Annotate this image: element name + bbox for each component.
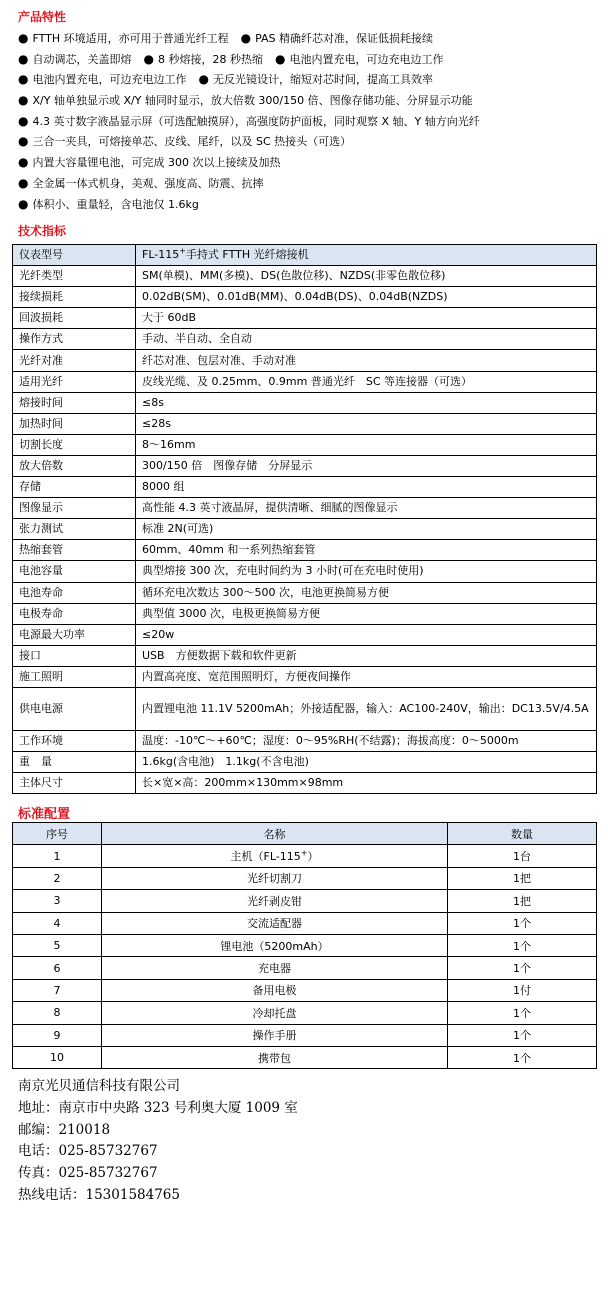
config-row [13,1002,597,1024]
spec-row [13,540,597,561]
bullet-icon: ● [18,93,29,108]
spec-row [13,645,597,666]
spec-key: 接续损耗 [13,287,136,308]
spec-value: 内置高亮度、宽范围照明灯，方便夜间操作 [136,666,597,687]
config-row [13,957,597,979]
bullet-icon: ● [18,175,29,190]
features-title: 产品特性 [18,10,67,24]
config-title: 标准配置 [18,807,71,822]
config-name: 携带包 [102,1046,448,1068]
config-index: 5 [13,934,102,956]
config-index: 6 [13,957,102,979]
spec-value: 300/150 倍 图像存储 分屏显示 [136,455,597,476]
spec-row [13,603,597,624]
config-header-index: 序号 [13,823,102,845]
spec-key: 加热时间 [13,413,136,434]
config-row [13,934,597,956]
spec-key: 重 量 [13,752,136,773]
config-name-mark: + [300,848,308,858]
feature-item: 电池内置充电，可边充电边工作 [289,52,444,66]
feature-item: 4.3 英寸数字液晶显示屏（可选配触摸屏），高强度防护面板，同时观察 X 轴、Y 轴方向光纤 [32,114,480,128]
config-index: 3 [13,890,102,912]
bullet-icon: ● [274,51,286,66]
bullet-icon: ● [18,155,29,170]
spec-row [13,350,597,371]
spec-key: 适用光纤 [13,371,136,392]
spec-key: 熔接时间 [13,392,136,413]
spec-key: 接口 [13,645,136,666]
feature-line [18,28,598,49]
company-fax: 传真：025-85732767 [18,1165,158,1182]
spec-value: 长×宽×高：200mm×130mm×98mm [136,773,597,794]
spec-value: 8～16mm [136,434,597,455]
spec-value: 大于 60dB [136,308,597,329]
spec-row [13,752,597,773]
feature-item: 全金属一体式机身，美观、强度高、防震、抗摔 [32,176,264,190]
config-row [13,1046,597,1068]
config-qty: 1台 [448,845,597,867]
config-qty: 1付 [448,979,597,1001]
spec-row [13,413,597,434]
config-index: 2 [13,867,102,889]
feature-line [18,194,598,215]
spec-key: 图像显示 [13,498,136,519]
feature-line [18,69,598,90]
spec-key: 主体尺寸 [13,773,136,794]
config-name: 备用电极 [102,979,448,1001]
config-index: 8 [13,1002,102,1024]
spec-row [13,582,597,603]
spec-key: 电极寿命 [13,603,136,624]
bullet-icon: ● [18,51,29,66]
spec-row [13,434,597,455]
feature-line [18,131,598,152]
bullet-icon: ● [18,113,29,128]
spec-row [13,519,597,540]
feature-line [18,49,598,70]
feature-item: 自动调芯，关盖即熔 [32,52,132,66]
spec-row [13,329,597,350]
config-index: 9 [13,1024,102,1046]
config-qty: 1个 [448,1046,597,1068]
config-name: 锂电池（5200mAh） [102,934,448,956]
spec-value: 典型熔接 300 次，充电时间约为 3 小时(可在充电时使用) [136,561,597,582]
config-name-prefix: 主机（FL-115 [230,850,301,864]
model-suffix: 手持式 FTTH 光纤熔接机 [185,248,309,262]
spec-value: 标准 2N(可选) [136,519,597,540]
config-qty: 1个 [448,957,597,979]
spec-key: 光纤类型 [13,266,136,287]
company-phone: 电话：025-85732767 [18,1143,158,1160]
config-qty: 1把 [448,867,597,889]
feature-item: X/Y 轴单独显示或 X/Y 轴同时显示，放大倍数 300/150 倍、图像存储功能、分屏显示功能 [32,94,473,108]
bullet-icon: ● [143,51,154,66]
config-header-row [13,823,597,845]
spec-value: 高性能 4.3 英寸液晶屏，提供清晰、细腻的图像显示 [136,498,597,519]
config-header-name: 名称 [102,823,448,845]
spec-key: 热缩套管 [13,540,136,561]
spec-key: 工作环境 [13,730,136,751]
feature-line [18,111,598,132]
company-hotline: 热线电话：15301584765 [18,1186,180,1203]
config-name: 交流适配器 [102,912,448,934]
config-qty: 1把 [448,890,597,912]
company-info [18,1076,298,1207]
spec-key: 光纤对准 [13,350,136,371]
feature-item: 内置大容量锂电池，可完成 300 次以上接续及加热 [32,156,281,170]
feature-item: 8 秒熔接，28 秒热缩 [157,52,263,66]
bullet-icon: ● [18,196,29,211]
config-row [13,845,597,867]
spec-row [13,308,597,329]
feature-item: 三合一夹具，可熔接单芯、皮线、尾纤，以及 SC 热接头（可选） [32,135,352,149]
spec-value: 8000 组 [136,477,597,498]
spec-value: 0.02dB(SM)、0.01dB(MM)、0.04dB(DS)、0.04dB(NZDS) [136,287,597,308]
feature-item: FTTH 环境适用，亦可用于普通光纤工程 [32,32,229,45]
spec-key: 电源最大功率 [13,624,136,645]
spec-key: 放大倍数 [13,455,136,476]
spec-row [13,687,597,730]
spec-key: 仪表型号 [13,245,136,266]
spec-table [12,244,597,794]
config-name-suffix: ） [307,850,319,864]
config-name: 光纤剥皮钳 [102,890,448,912]
config-qty: 1个 [448,1024,597,1046]
config-index: 10 [13,1046,102,1068]
config-qty: 1个 [448,1002,597,1024]
company-address: 地址：南京市中央路 323 号利奥大厦 1009 室 [18,1099,298,1116]
config-row [13,912,597,934]
spec-value: 60mm、40mm 和一系列热缩套管 [136,540,597,561]
spec-key: 操作方式 [13,329,136,350]
config-row [13,979,597,1001]
feature-line [18,152,598,173]
bullet-icon: ● [18,31,29,45]
spec-value: 1.6kg(含电池) 1.1kg(不含电池) [136,752,597,773]
spec-row [13,561,597,582]
config-qty: 1个 [448,912,597,934]
config-name: 操作手册 [102,1024,448,1046]
spec-value: ≤8s [136,392,597,413]
spec-header-row [13,245,597,266]
feature-line [18,90,598,111]
spec-key: 回波损耗 [13,308,136,329]
feature-item: 无反光镜设计，缩短对芯时间，提高工具效率 [212,73,433,87]
feature-item: 电池内置充电，可边充电边工作 [32,73,187,87]
spec-key: 电池容量 [13,561,136,582]
config-index: 1 [13,845,102,867]
spec-row [13,624,597,645]
spec-value: 温度：-10℃～+60℃；湿度：0～95%RH(不结露)；海拔高度：0～5000m [136,730,597,751]
features-list [18,28,598,214]
config-row [13,1024,597,1046]
feature-line [18,173,598,194]
company-name: 南京光贝通信科技有限公司 [18,1078,180,1094]
spec-value: 手动、半自动、全自动 [136,329,597,350]
config-row [13,867,597,889]
spec-row [13,371,597,392]
spec-key: 存储 [13,477,136,498]
feature-item: PAS 精确纤芯对准，保证低损耗接续 [255,32,434,45]
config-table [12,822,597,1069]
spec-key: 施工照明 [13,666,136,687]
bullet-icon: ● [18,72,29,87]
config-index: 4 [13,912,102,934]
spec-row [13,498,597,519]
spec-key: 供电电源 [13,687,136,730]
spec-value: 典型值 3000 次，电极更换简易方便 [136,603,597,624]
spec-row [13,455,597,476]
spec-value: 内置锂电池 11.1V 5200mAh；外接适配器，输入：AC100-240V，输出：DC13.5V/4.5A [136,687,597,730]
spec-row [13,773,597,794]
feature-item: 体积小、重量轻，含电池仅 1.6kg [32,197,199,211]
spec-row [13,287,597,308]
spec-value: ≤28s [136,413,597,434]
spec-value [136,245,597,266]
config-index: 7 [13,979,102,1001]
spec-row [13,730,597,751]
spec-row [13,266,597,287]
spec-row [13,666,597,687]
bullet-icon: ● [198,72,209,87]
config-header-qty: 数量 [448,823,597,845]
spec-value: SM(单模)、MM(多模)、DS(色散位移)、NZDS(非零色散位移) [136,266,597,287]
config-name: 冷却托盘 [102,1002,448,1024]
bullet-icon: ● [240,31,252,45]
spec-value: 循环充电次数达 300～500 次，电池更换简易方便 [136,582,597,603]
spec-row [13,392,597,413]
spec-key: 切割长度 [13,434,136,455]
spec-value: USB 方便数据下载和软件更新 [136,645,597,666]
spec-key: 张力测试 [13,519,136,540]
spec-key: 电池寿命 [13,582,136,603]
config-name: 光纤切割刀 [102,867,448,889]
model-prefix: FL-115 [142,248,180,262]
config-name [102,845,448,867]
config-name: 充电器 [102,957,448,979]
model-mark: + [179,246,186,256]
spec-value: 纤芯对准、包层对准、手动对准 [136,350,597,371]
specs-title: 技术指标 [18,224,67,238]
company-postcode: 邮编：210018 [18,1121,111,1138]
spec-row [13,477,597,498]
spec-value: ≤20w [136,624,597,645]
bullet-icon: ● [18,134,29,149]
spec-value: 皮线光缆、及 0.25mm、0.9mm 普通光纤 SC 等连接器（可选） [136,371,597,392]
config-qty: 1个 [448,934,597,956]
config-row [13,890,597,912]
